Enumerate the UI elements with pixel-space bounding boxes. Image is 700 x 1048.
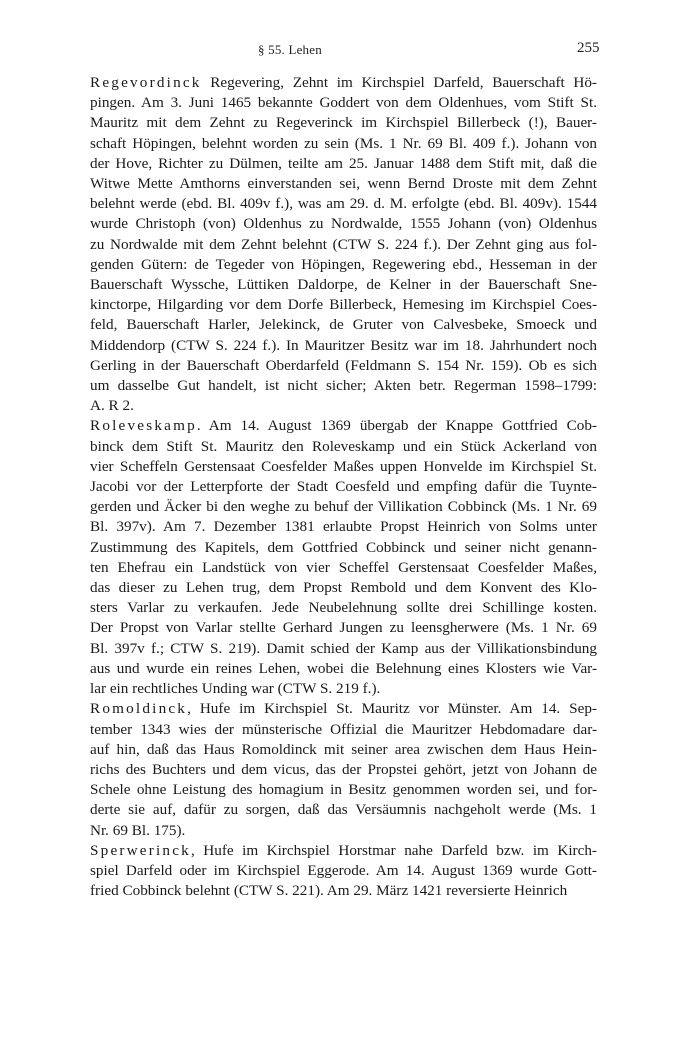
line-text: zu Nordwalde mit dem Zehnt belehnt (CTW S. 224 f.). Der Zehnt ging aus fol-	[90, 235, 597, 253]
text-line	[78, 679, 597, 699]
line-text: Jacobi vor der Letterpforte der Stadt Coesfeld und empfing dafür die Tuynte-	[90, 478, 597, 496]
entry-paragraph	[78, 841, 597, 902]
text-line	[78, 881, 597, 901]
text-line	[78, 154, 597, 174]
text-line	[78, 517, 597, 537]
text-line	[78, 618, 597, 638]
text-line	[78, 73, 597, 93]
entry-paragraph	[78, 416, 597, 699]
text-line	[78, 821, 597, 841]
line-text: wurde Christoph (von) Oldenhus zu Nordwalde, 1555 Johann (von) Oldenhus	[90, 215, 597, 233]
text-line	[78, 699, 597, 719]
line-text: spiel Darfeld oder im Kirchspiel Eggerode. Am 14. August 1369 wurde Gott-	[90, 861, 597, 879]
line-text: Mauritz mit dem Zehnt zu Regeverinck im Kirchspiel Billerbeck (!), Bauer-	[90, 114, 597, 132]
text-line	[78, 861, 597, 881]
entry-keyword: Romoldinck	[90, 700, 188, 718]
text-line	[78, 315, 597, 335]
line-text: Regevering, Zehnt im Kirchspiel Darfeld, Bauerschaft Hö-	[201, 74, 597, 91]
entry-keyword: Regevordinck	[90, 74, 202, 91]
line-text: Der Propst von Varlar stellte Gerhard Jungen zu leensgherwere (Ms. 1 Nr. 69	[90, 619, 597, 637]
line-text: sters Varlar zu verkaufen. Jede Neubelehnung sollte drei Schillinge kosten.	[90, 599, 597, 617]
entry-paragraph	[78, 73, 597, 416]
text-line	[78, 538, 597, 558]
line-text: Bl. 397v). Am 7. Dezember 1381 erlaubte Propst Heinrich von Solms unter	[90, 518, 597, 536]
text-line	[78, 598, 597, 618]
running-head	[0, 40, 700, 62]
page-number: 255	[577, 40, 600, 56]
line-text: fried Cobbinck belehnt (CTW S. 221). Am 29. März 1421 reversierte Heinrich	[90, 882, 568, 900]
line-text: Witwe Mette Amthorns einverstanden sei, wenn Bernd Droste mit dem Zehnt	[90, 175, 597, 193]
text-line	[78, 437, 597, 457]
line-text: der Hove, Richter zu Dülmen, teilte am 25. Januar 1488 dem Stift mit, daß die	[90, 154, 597, 172]
text-line	[78, 356, 597, 376]
line-text: Gerling in der Bauerschaft Oberdarfeld (Feldmann S. 154 Nr. 159). Ob es sich	[90, 356, 597, 374]
text-line	[78, 760, 597, 780]
text-line	[78, 214, 597, 234]
line-text: lar ein rechtliches Unding war (CTW S. 219 f.).	[90, 680, 381, 698]
text-line	[78, 780, 597, 800]
line-text: feld, Bauerschaft Harler, Jelekinck, de Gruter von Calvesbeke, Smoeck und	[90, 316, 597, 334]
line-text: aus und wurde ein reines Lehen, wobei die Belehnung eines Klosters wie Var-	[90, 659, 597, 677]
text-line	[78, 558, 597, 578]
line-text: tember 1343 wies der münsterische Offizial die Mauritzer Hebdomadare dar-	[90, 720, 597, 738]
line-text: Bl. 397v f.; CTW S. 219). Damit schied der Kamp aus der Villikationsbindung	[90, 639, 597, 657]
text-line	[78, 639, 597, 659]
text-line	[78, 93, 597, 113]
entry-keyword: Sperwerinck	[90, 841, 191, 859]
text-line	[78, 497, 597, 517]
text-line	[78, 457, 597, 477]
text-line	[78, 477, 597, 497]
entry-keyword: Roleveskamp	[90, 417, 197, 435]
line-text: das dieser zu Lehen trug, dem Propst Rembold und dem Konvent des Klo-	[90, 579, 597, 597]
section-title: § 55. Lehen	[258, 42, 322, 57]
line-text: auf hin, daß das Haus Romoldinck mit seiner area zwischen dem Haus Hein-	[90, 740, 597, 758]
text-line	[78, 255, 597, 275]
text-line	[78, 841, 597, 861]
text-line	[78, 336, 597, 356]
line-text: ten Ehefrau ein Landstück von vier Scheffel Gerstensaat Coesfelder Maßes,	[90, 558, 597, 576]
line-text: , Hufe im Kirchspiel Horstmar nahe Darfeld bzw. im Kirch-	[190, 841, 597, 859]
line-text: A. R 2.	[90, 397, 134, 415]
line-text: gerden und Äcker bi den weghe zu behuf der Villikation Cobbinck (Ms. 1 Nr. 69	[90, 498, 597, 516]
entry-paragraph	[78, 699, 597, 840]
line-text: belehnt werde (ebd. Bl. 409v f.), was am 29. d. M. erfolgte (ebd. Bl. 409v). 1544	[90, 195, 597, 213]
line-text: vier Scheffeln Gerstensaat Coesfelder Maßes uppen Honvelde im Kirchspiel St.	[90, 457, 597, 475]
line-text: Schele ohne Leistung des homagium in Besitz genommen worden sei, und for-	[90, 781, 597, 799]
text-line	[78, 194, 597, 214]
line-text: genden Gütern: de Tegeder von Höpingen, Regewering ebd., Hesseman in der	[90, 255, 597, 273]
line-text: kinctorpe, Hilgarding vor dem Dorfe Billerbeck, Hemesing im Kirchspiel Coes-	[90, 296, 597, 314]
line-text: pingen. Am 3. Juni 1465 bekannte Goddert von dem Oldenhues, vom Stift St.	[90, 94, 597, 112]
text-line	[78, 396, 597, 416]
text-line	[78, 740, 597, 760]
text-line	[78, 800, 597, 820]
text-line	[78, 578, 597, 598]
text-line	[78, 235, 597, 255]
text-line	[78, 659, 597, 679]
text-line	[78, 376, 597, 396]
line-text: derte sie auf, dafür zu sorgen, daß das Versäumnis nachgeholt werde (Ms. 1	[90, 801, 597, 819]
text-line	[78, 275, 597, 295]
text-line	[78, 113, 597, 133]
text-line	[78, 295, 597, 315]
text-line	[78, 174, 597, 194]
line-text: richs des Buchters und dem vicus, das der Propstei gehört, jetzt von Johann de	[90, 760, 597, 778]
line-text: Middendorp (CTW S. 224 f.). In Mauritzer Besitz war im 18. Jahrhundert noch	[90, 336, 597, 354]
line-text: Zustimmung des Kapitels, dem Gottfried Cobbinck und seiner nicht genann-	[90, 538, 597, 556]
line-text: . Am 14. August 1369 übergab der Knappe Gottfried Cob-	[196, 417, 597, 435]
body-text	[78, 73, 597, 901]
text-line	[78, 720, 597, 740]
text-line	[78, 134, 597, 154]
line-text: Bauerschaft Wyssche, Lüttiken Daldorpe, de Kelner in der Bauerschaft Sne-	[90, 276, 597, 294]
line-text: Nr. 69 Bl. 175).	[90, 821, 186, 839]
text-line	[78, 416, 597, 436]
entries-container	[78, 73, 597, 901]
line-text: , Hufe im Kirchspiel St. Mauritz vor Münster. Am 14. Sep-	[187, 700, 597, 718]
line-text: schaft Höpingen, belehnt worden zu sein (Ms. 1 Nr. 69 Bl. 409 f.). Johann von	[90, 134, 597, 152]
line-text: binck dem Stift St. Mauritz den Roleveskamp und ein Stück Ackerland von	[90, 437, 597, 455]
line-text: um dasselbe Gut handelt, ist nicht sicher; Akten betr. Regerman 1598–1799:	[90, 377, 597, 395]
